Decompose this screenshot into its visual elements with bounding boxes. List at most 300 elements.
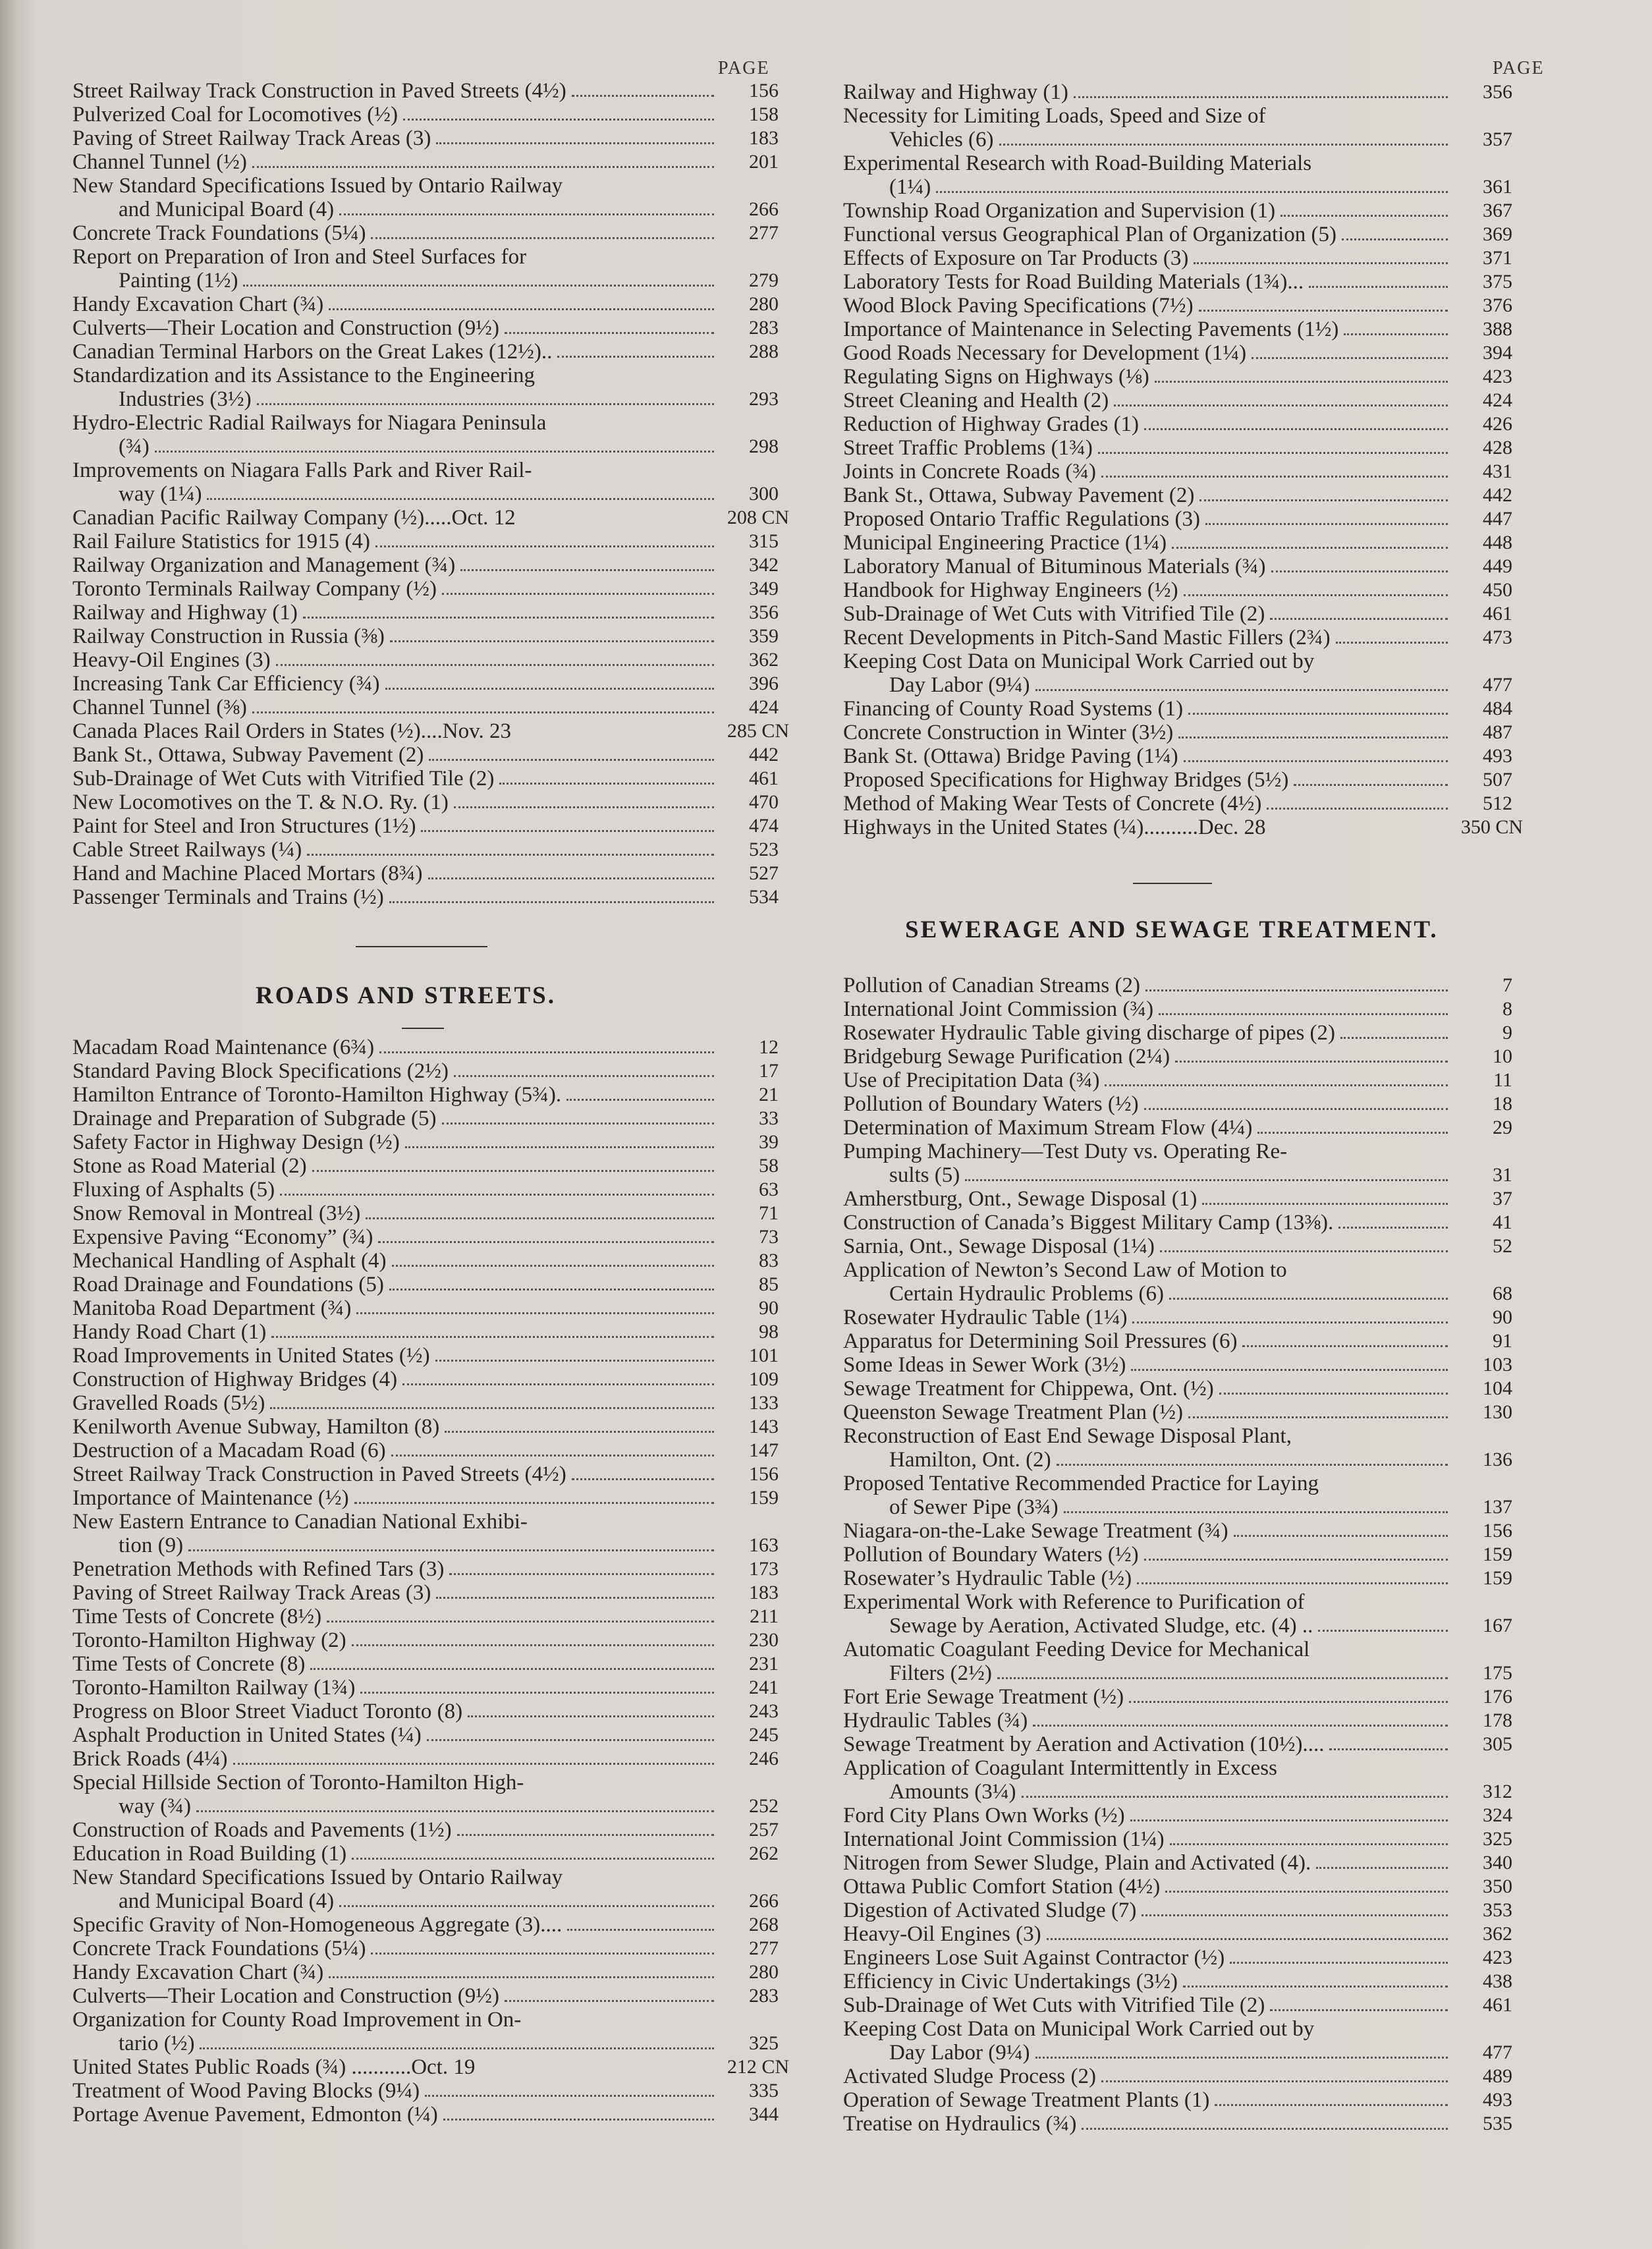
index-entry [72, 648, 779, 672]
page-number: 376 [1483, 294, 1512, 316]
index-entry [72, 553, 779, 577]
index-entry-title: Apparatus for Determining Soil Pressures (6) [843, 1329, 1238, 1353]
index-entry-title: Highways in the United States (¼)..........Dec. 28 [843, 816, 1266, 839]
leader-dots [445, 1431, 714, 1433]
index-entry [72, 696, 779, 719]
index-entry-title: Nitrogen from Sewer Sludge, Plain and Activated (4). [843, 1851, 1311, 1875]
leader-dots [1202, 1203, 1448, 1205]
index-entry [72, 245, 779, 292]
leader-dots [354, 1502, 714, 1504]
index-entry [843, 1353, 1512, 1377]
index-entry [843, 294, 1512, 318]
index-entry [843, 1946, 1512, 1970]
divider [1133, 883, 1212, 884]
page-number: 21 [759, 1084, 779, 1105]
index-entry-continuation: and Municipal Board (4) [119, 1889, 335, 1913]
index-entry-title: Hydro-Electric Radial Railways for Niagara Peninsula [72, 411, 547, 435]
index-entry [72, 292, 779, 316]
index-entry [72, 1842, 779, 1866]
leader-dots [352, 1644, 714, 1646]
leader-dots [403, 119, 714, 121]
index-entry [72, 150, 779, 174]
leader-dots [566, 1099, 714, 1101]
page-number: 473 [1483, 626, 1512, 648]
index-entry-title: Concrete Track Foundations (5¼) [72, 221, 366, 245]
page-number: 324 [1483, 1804, 1512, 1826]
page-number: 375 [1483, 271, 1512, 292]
index-entry-title: Sub-Drainage of Wet Cuts with Vitrified Tile (2) [843, 602, 1265, 626]
index-entry-title: Rosewater Hydraulic Table (1¼) [843, 1306, 1128, 1329]
index-entry-title: Pumping Machinery—Test Duty vs. Operating Re- [843, 1140, 1288, 1163]
index-entry-title: Road Improvements in United States (½) [72, 1344, 430, 1368]
index-entry-title: Report on Preparation of Iron and Steel Surfaces for [72, 245, 527, 269]
index-entry [72, 1107, 779, 1130]
index-entry [843, 1401, 1512, 1424]
index-entry-title: Ford City Plans Own Works (½) [843, 1804, 1125, 1827]
index-entry-continuation: Certain Hydraulic Problems (6) [889, 1282, 1164, 1306]
leader-dots [1144, 428, 1448, 430]
index-entry-title: Canadian Pacific Railway Company (½).....Oct. 12 [72, 506, 516, 530]
index-entry-title: Culverts—Their Location and Construction (9½) [72, 316, 499, 340]
index-entry-title: Experimental Work with Reference to Purification of [843, 1590, 1305, 1614]
index-entry [72, 862, 779, 885]
leader-dots [1234, 1535, 1448, 1537]
leader-dots [1033, 1725, 1448, 1727]
index-entry-title: Sewage Treatment for Chippewa, Ont. (½) [843, 1377, 1214, 1401]
leader-dots [1340, 1037, 1448, 1039]
index-entry-continuation: Industries (3½) [119, 387, 252, 411]
index-entry-title: Operation of Sewage Treatment Plants (1) [843, 2088, 1210, 2112]
index-entry [843, 1235, 1512, 1258]
leader-dots [997, 1677, 1448, 1679]
leader-dots [391, 1455, 714, 1457]
index-entry-title: Keeping Cost Data on Municipal Work Carried out by [843, 2017, 1315, 2041]
page-number: 266 [749, 198, 779, 220]
page-number: 359 [749, 625, 779, 647]
leader-dots [442, 593, 714, 595]
leader-dots [1309, 286, 1448, 288]
leader-dots [1271, 570, 1448, 572]
page-number: 8 [1502, 998, 1512, 1020]
index-entry [72, 601, 779, 625]
index-entry-title: Bank St., Ottawa, Subway Pavement (2) [72, 743, 424, 767]
leader-dots [352, 1858, 714, 1860]
index-entry [72, 126, 779, 150]
leader-dots [1267, 808, 1448, 810]
page-number: 394 [1483, 342, 1512, 364]
page-number: 507 [1483, 769, 1512, 791]
index-entry-title: Canadian Terminal Harbors on the Great Lakes (12½).. [72, 340, 553, 364]
leader-dots [1131, 1369, 1448, 1371]
index-entry [843, 1306, 1512, 1329]
leader-dots [329, 1976, 714, 1978]
page-number: 424 [1483, 389, 1512, 411]
index-entry [843, 1092, 1512, 1116]
index-entry [72, 1202, 779, 1225]
page-number: 371 [1483, 247, 1512, 269]
index-entry [72, 1036, 779, 1059]
index-entry-title: Digestion of Activated Sludge (7) [843, 1899, 1137, 1922]
page-number: 33 [759, 1107, 779, 1129]
leader-dots [425, 2095, 714, 2097]
leader-dots [1159, 1013, 1448, 1015]
page-number: 178 [1483, 1709, 1512, 1731]
index-entry [72, 791, 779, 814]
index-entry-title: Experimental Research with Road-Building Materials [843, 152, 1312, 175]
index-entry-title: Fort Erie Sewage Treatment (½) [843, 1685, 1124, 1709]
page-number: 52 [1493, 1235, 1512, 1257]
leader-dots [421, 830, 714, 832]
index-entry [72, 411, 779, 458]
sewerage-index-list [843, 974, 1512, 2136]
leader-dots [1144, 1108, 1448, 1110]
index-entry [843, 768, 1512, 792]
index-entry-title: Pollution of Boundary Waters (½) [843, 1543, 1139, 1567]
page-number: 279 [749, 269, 779, 291]
page-number: 342 [749, 554, 779, 576]
page-number: 361 [1483, 176, 1512, 198]
index-entry-title: Laboratory Tests for Road Building Materials (1¾)... [843, 270, 1304, 294]
index-entry-title: Handbook for Highway Engineers (½) [843, 578, 1178, 602]
leader-dots [427, 1739, 714, 1741]
page-number: 156 [749, 80, 779, 101]
index-entry [72, 1344, 779, 1368]
index-entry-title: New Standard Specifications Issued by Ontario Railway [72, 1866, 563, 1889]
leader-dots [1114, 404, 1448, 406]
index-entry [843, 1116, 1512, 1140]
page-number: 369 [1483, 223, 1512, 245]
index-entry [843, 1756, 1512, 1804]
leader-dots [1188, 713, 1448, 715]
index-entry [843, 1045, 1512, 1069]
page-number: 103 [1483, 1354, 1512, 1375]
page-number: 461 [1483, 1994, 1512, 2016]
index-entry-title: Bank St. (Ottawa) Bridge Paving (1¼) [843, 744, 1178, 768]
index-entry-title: Manitoba Road Department (¾) [72, 1296, 352, 1320]
page-number: 527 [749, 862, 779, 884]
index-entry [843, 199, 1512, 223]
page-number: 10 [1493, 1045, 1512, 1067]
leader-dots [1338, 1227, 1448, 1229]
page-number: 335 [749, 2080, 779, 2101]
index-entry [843, 650, 1512, 697]
leader-dots [379, 1051, 714, 1053]
page-number: 159 [1483, 1567, 1512, 1589]
page-number: 230 [749, 1629, 779, 1651]
leader-dots [356, 1312, 714, 1314]
leader-dots [436, 1597, 714, 1599]
leader-dots [1294, 784, 1448, 786]
leader-dots [1175, 1061, 1448, 1063]
index-entry [843, 792, 1512, 816]
page-number: 448 [1483, 532, 1512, 553]
page-number: 167 [1483, 1615, 1512, 1636]
page-number: 143 [749, 1416, 779, 1437]
index-entry-title: Construction of Roads and Pavements (1½) [72, 1818, 452, 1842]
index-entry-title: Special Hillside Section of Toronto-Hamilton High- [72, 1771, 524, 1794]
index-entry [72, 1486, 779, 1510]
page-number: 461 [749, 767, 779, 789]
page-number: 183 [749, 1582, 779, 1603]
index-entry [72, 1700, 779, 1723]
index-entry [72, 1439, 779, 1462]
leader-dots [405, 1146, 714, 1148]
index-entry-title: Automatic Coagulant Feeding Device for Mechanical [843, 1638, 1310, 1661]
index-entry-continuation: way (¾) [119, 1794, 191, 1818]
leader-dots [1142, 1914, 1448, 1916]
page-number: 73 [759, 1226, 779, 1248]
index-entry [843, 1993, 1512, 2017]
leader-dots [307, 854, 714, 856]
page-number: 156 [1483, 1520, 1512, 1541]
leader-dots [557, 356, 714, 358]
index-entry [72, 1557, 779, 1581]
index-entry-title: Safety Factor in Highway Design (½) [72, 1130, 400, 1154]
page-number: 133 [749, 1392, 779, 1414]
page-number: 71 [759, 1202, 779, 1224]
page-number: 431 [1483, 460, 1512, 482]
index-entry-title: Method of Making Wear Tests of Concrete (4½) [843, 792, 1262, 816]
page-number: 367 [1483, 200, 1512, 221]
index-entry-title: Railway Organization and Management (¾) [72, 553, 456, 577]
page-number: 85 [759, 1273, 779, 1295]
page-number: 12 [759, 1036, 779, 1058]
leader-dots [1022, 1796, 1448, 1798]
index-entry [72, 767, 779, 791]
index-entry [843, 1590, 1512, 1638]
page-number: 325 [749, 2032, 779, 2054]
index-entry [72, 1391, 779, 1415]
leader-dots [390, 640, 714, 642]
index-entry-title: Toronto-Hamilton Railway (1¾) [72, 1676, 356, 1700]
page-number: 277 [749, 1937, 779, 1959]
leader-dots [1230, 1962, 1448, 1964]
page-number: 300 [749, 483, 779, 505]
page-number: 130 [1483, 1401, 1512, 1423]
index-entry [72, 838, 779, 862]
page-number: 535 [1483, 2113, 1512, 2134]
index-entry-continuation: Day Labor (9¼) [889, 673, 1030, 697]
leader-dots [327, 1621, 714, 1623]
leader-dots [280, 1194, 714, 1196]
index-entry-title: Good Roads Necessary for Development (1¼) [843, 341, 1247, 365]
index-entry-title: Channel Tunnel (⅜) [72, 696, 247, 719]
leader-dots [1101, 2080, 1448, 2082]
leader-dots [155, 451, 714, 453]
page-number: 159 [749, 1487, 779, 1509]
index-entry-title: Importance of Maintenance (½) [72, 1486, 349, 1510]
page-number: 283 [749, 317, 779, 339]
leader-dots [207, 498, 714, 500]
index-entry [72, 1937, 779, 1960]
index-entry-title: Wood Block Paving Specifications (7½) [843, 294, 1194, 318]
page-number: 470 [749, 791, 779, 813]
page-number: 98 [759, 1321, 779, 1343]
index-entry [843, 1733, 1512, 1756]
page-number: 312 [1483, 1781, 1512, 1802]
index-entry-title: Heavy-Oil Engines (3) [843, 1922, 1041, 1946]
index-entry [72, 2079, 779, 2103]
index-entry [72, 1771, 779, 1818]
leader-dots [378, 1241, 714, 1243]
index-entry [72, 1581, 779, 1605]
index-entry [72, 1984, 779, 2008]
page-number: 136 [1483, 1449, 1512, 1470]
page-number: 493 [1483, 745, 1512, 767]
leader-dots [389, 1289, 714, 1291]
index-entry [72, 1676, 779, 1700]
index-entry [72, 2103, 779, 2126]
leader-dots [366, 1217, 714, 1219]
leader-dots [460, 569, 714, 571]
index-entry [843, 1424, 1512, 1472]
leader-dots [572, 95, 714, 97]
page-number: 438 [1483, 1970, 1512, 1992]
page-number: 350 CN [1460, 816, 1523, 838]
page-number: 243 [749, 1700, 779, 1722]
page-number: 173 [749, 1558, 779, 1580]
index-entry-title: Recent Developments in Pitch-Sand Mastic Fillers (2¾) [843, 626, 1331, 650]
index-entry-title: Road Drainage and Foundations (5) [72, 1273, 384, 1296]
index-entry-title: New Locomotives on the T. & N.O. Ry. (1) [72, 791, 449, 814]
index-entry-continuation: Hamilton, Ont. (2) [889, 1448, 1051, 1472]
index-entry-continuation: (¾) [119, 435, 150, 458]
leader-dots [252, 166, 714, 168]
leader-dots [371, 1953, 714, 1955]
leader-dots [1101, 476, 1448, 478]
page-number: 37 [1493, 1188, 1512, 1209]
right-index-list [843, 80, 1523, 839]
index-entry-title: Necessity for Limiting Loads, Speed and Size of [843, 104, 1266, 128]
page-number: 9 [1502, 1022, 1512, 1043]
index-entry [72, 1178, 779, 1202]
index-entry-title: Concrete Track Foundations (5¼) [72, 1937, 366, 1960]
page-number: 68 [1493, 1283, 1512, 1304]
leader-dots [1172, 547, 1448, 549]
index-entry-title: Importance of Maintenance in Selecting Pavements (1½) [843, 318, 1339, 341]
leader-dots [1242, 1345, 1448, 1347]
index-entry-title: Street Cleaning and Health (2) [843, 389, 1109, 412]
index-entry [72, 340, 779, 364]
index-entry-title: Paving of Street Railway Track Areas (3) [72, 1581, 431, 1605]
page-number: 176 [1483, 1686, 1512, 1708]
page-number: 18 [1493, 1093, 1512, 1115]
index-entry-title: Functional versus Geographical Plan of Organization (5) [843, 223, 1337, 246]
index-entry-title: Determination of Maximum Stream Flow (4¼) [843, 1116, 1253, 1140]
index-entry-title: Expensive Paving “Economy” (¾) [72, 1225, 373, 1249]
index-entry [72, 1296, 779, 1320]
index-entry-title: Paint for Steel and Iron Structures (1½) [72, 814, 416, 838]
leader-dots [449, 1573, 714, 1575]
page-number: 298 [749, 435, 779, 457]
index-entry-title: Street Railway Track Construction in Paved Streets (4½) [72, 79, 566, 103]
index-entry-continuation: sults (5) [889, 1163, 960, 1187]
leader-dots [1145, 989, 1448, 991]
index-entry [72, 625, 779, 648]
page-number: 231 [749, 1653, 779, 1675]
leader-dots [1329, 1748, 1448, 1750]
leader-dots [1129, 1701, 1448, 1703]
page-number: 423 [1483, 366, 1512, 387]
index-entry [72, 174, 779, 221]
index-entry [72, 530, 779, 553]
index-entry [72, 2055, 789, 2079]
page-number: 474 [749, 815, 779, 837]
page-number: 83 [759, 1250, 779, 1271]
leader-dots [1215, 2104, 1448, 2106]
leader-dots [436, 142, 714, 144]
page-number: 163 [749, 1534, 779, 1556]
page-number: 280 [749, 1961, 779, 1983]
index-entry [843, 1472, 1512, 1519]
left-index-list [72, 79, 789, 909]
index-entry [72, 1368, 779, 1391]
index-entry-title: Construction of Highway Bridges (4) [72, 1368, 398, 1391]
page-number: 241 [749, 1677, 779, 1698]
leader-dots [188, 1549, 714, 1551]
leader-dots [1205, 523, 1448, 525]
index-entry-title: Ottawa Public Comfort Station (4½) [843, 1875, 1161, 1899]
index-entry-title: Reconstruction of East End Sewage Disposal Plant, [843, 1424, 1292, 1448]
leader-dots [257, 403, 714, 405]
leader-dots [385, 688, 714, 690]
leader-dots [1199, 310, 1448, 312]
page-number: 175 [1483, 1662, 1512, 1684]
page-number: 245 [749, 1724, 779, 1746]
leader-dots [1082, 2128, 1448, 2130]
leader-dots [965, 1179, 1448, 1181]
page-number: 63 [759, 1179, 779, 1200]
index-entry-title: Asphalt Production in United States (¼) [72, 1723, 422, 1747]
index-entry-title: Reduction of Highway Grades (1) [843, 412, 1140, 436]
page-number: 477 [1483, 2041, 1512, 2063]
page-number: 396 [749, 673, 779, 694]
page-number: 442 [749, 744, 779, 765]
leader-dots [1270, 2009, 1448, 2011]
leader-dots [1132, 1321, 1448, 1323]
page-number: 159 [1483, 1543, 1512, 1565]
index-entry-continuation: tario (½) [119, 2032, 195, 2055]
page-number: 147 [749, 1439, 779, 1461]
index-entry-title: Efficiency in Civic Undertakings (3½) [843, 1970, 1178, 1993]
index-entry [72, 103, 779, 126]
page-number: 325 [1483, 1828, 1512, 1850]
index-entry-title: Specific Gravity of Non-Homogeneous Aggregate (3).... [72, 1913, 563, 1937]
leader-dots [1219, 1393, 1448, 1395]
page-number: 489 [1483, 2065, 1512, 2087]
index-entry-title: Railway and Highway (1) [843, 80, 1068, 104]
index-entry [843, 697, 1512, 721]
index-entry [843, 389, 1512, 412]
leader-dots [443, 2119, 714, 2121]
index-entry-title: Hamilton Entrance of Toronto-Hamilton Highway (5¾). [72, 1083, 562, 1107]
index-entry [843, 2065, 1512, 2088]
page-number: 534 [749, 886, 779, 908]
index-entry-title: New Standard Specifications Issued by Ontario Railway [72, 174, 563, 198]
index-entry [72, 672, 779, 696]
page-number: 91 [1493, 1330, 1512, 1352]
index-entry-title: Concrete Construction in Winter (3½) [843, 721, 1174, 744]
index-entry-title: Bridgeburg Sewage Purification (2¼) [843, 1045, 1170, 1069]
index-entry [843, 1211, 1512, 1235]
index-entry [72, 1083, 779, 1107]
index-entry-title: Handy Excavation Chart (¾) [72, 1960, 324, 1984]
index-entry-title: Handy Road Chart (1) [72, 1320, 267, 1344]
page-number: 104 [1483, 1377, 1512, 1399]
page-number: 11 [1493, 1069, 1512, 1091]
index-entry-continuation: Day Labor (9¼) [889, 2041, 1030, 2065]
index-entry-title: Engineers Lose Suit Against Contractor (½) [843, 1946, 1225, 1970]
